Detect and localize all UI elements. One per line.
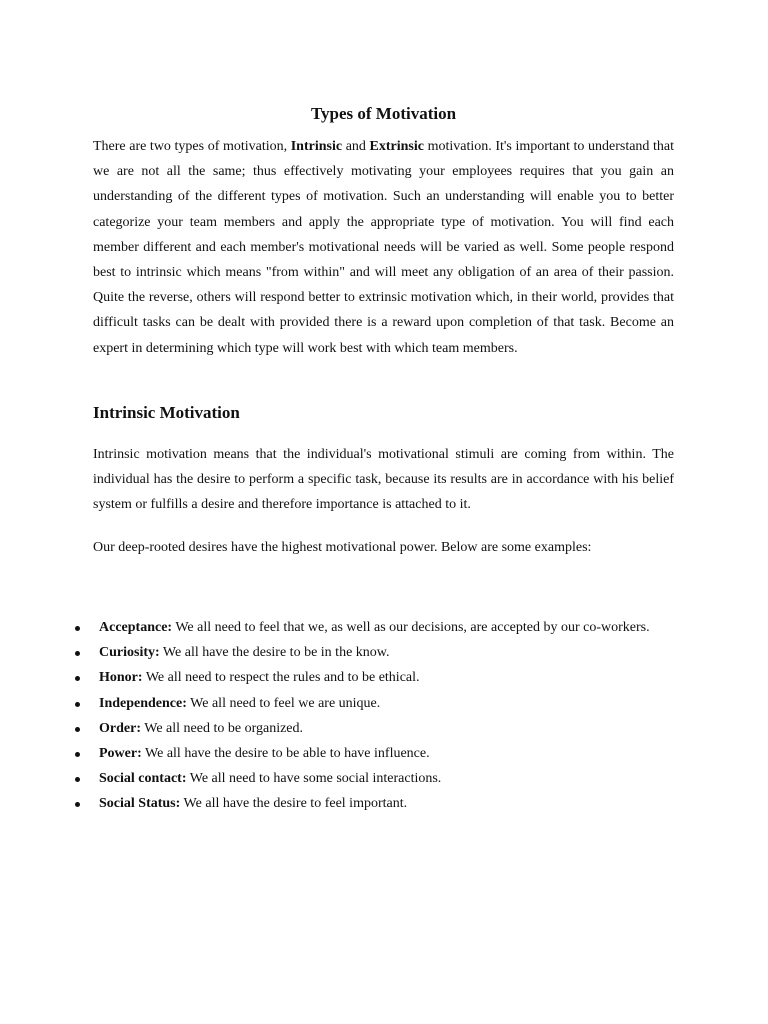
list-item xyxy=(75,741,675,766)
list-item xyxy=(75,716,675,741)
list-item xyxy=(75,665,675,690)
intro-and: and xyxy=(345,139,366,154)
list-item xyxy=(75,791,675,816)
list-item-text: We all have the desire to be able to have influence. xyxy=(145,746,430,762)
list-item-text: We all need to have some social interactions. xyxy=(189,771,442,787)
intrinsic-term: Intrinsic xyxy=(290,139,343,154)
bullet-icon xyxy=(75,777,80,782)
list-item-term: Honor: xyxy=(99,670,143,686)
list-item-term: Independence: xyxy=(99,695,187,711)
list-item xyxy=(75,640,675,665)
bullet-icon xyxy=(75,752,80,757)
list-item-term: Order: xyxy=(99,720,141,736)
list-item xyxy=(75,615,675,640)
bullet-icon xyxy=(75,802,80,807)
intro-text-start: There are two types of motivation, xyxy=(93,139,288,154)
list-item-text: We all have the desire to be in the know. xyxy=(162,645,390,661)
document-title: Types of Motivation xyxy=(310,104,457,123)
bullet-icon xyxy=(75,676,80,681)
list-item-text: We all have the desire to feel important. xyxy=(183,796,408,812)
list-item xyxy=(75,766,675,791)
extrinsic-term: Extrinsic xyxy=(369,139,424,154)
intro-text-rest: motivation. It's important to understand that we are not all the same; thus effectively motivating your employees requires that you gain an understanding of the different types of motivation. Such an understanding will enable you to better categorize your team members and apply the appropriate type of motivation. You will find each member different and each member's motivational needs will be varied as well. Some people respond best to intrinsic which means "from within" and will meet any obligation of an area of their passion. Quite the reverse, others will respond better to extrinsic motivation which, in their world, provides that difficult tasks can be dealt with provided there is a reward upon completion of that task. Become an expert in determining which type will work best with which team members. xyxy=(93,139,675,356)
list-item-term: Curiosity: xyxy=(99,645,160,661)
bullet-icon xyxy=(75,626,80,631)
list-item xyxy=(75,691,675,716)
bullet-icon xyxy=(75,651,80,656)
list-item-term: Social contact: xyxy=(99,771,187,787)
list-item-text: We all need to be organized. xyxy=(144,720,304,736)
section-heading: Intrinsic Motivation xyxy=(93,403,240,422)
list-item-text: We all need to respect the rules and to be ethical. xyxy=(145,670,420,686)
list-item-text: We all need to feel that we, as well as our decisions, are accepted by our co-workers. xyxy=(175,620,650,635)
list-item-term: Social Status: xyxy=(99,796,181,812)
bullet-icon xyxy=(75,727,80,732)
intro-paragraph xyxy=(93,134,674,361)
desires-list xyxy=(75,615,675,817)
examples-intro-paragraph: Our deep-rooted desires have the highest motivational power. Below are some examples: xyxy=(93,540,592,555)
list-item-text: We all need to feel we are unique. xyxy=(190,695,381,711)
list-item-term: Power: xyxy=(99,746,142,762)
list-item-term: Acceptance: xyxy=(99,620,173,635)
intrinsic-definition-paragraph: Intrinsic motivation means that the individual's motivational stimuli are coming from within. The individual has the desire to perform a specific task, because its results are in accordance with his belief system or fulfills a desire and therefore importance is attached to it. xyxy=(93,447,674,513)
bullet-icon xyxy=(75,702,80,707)
